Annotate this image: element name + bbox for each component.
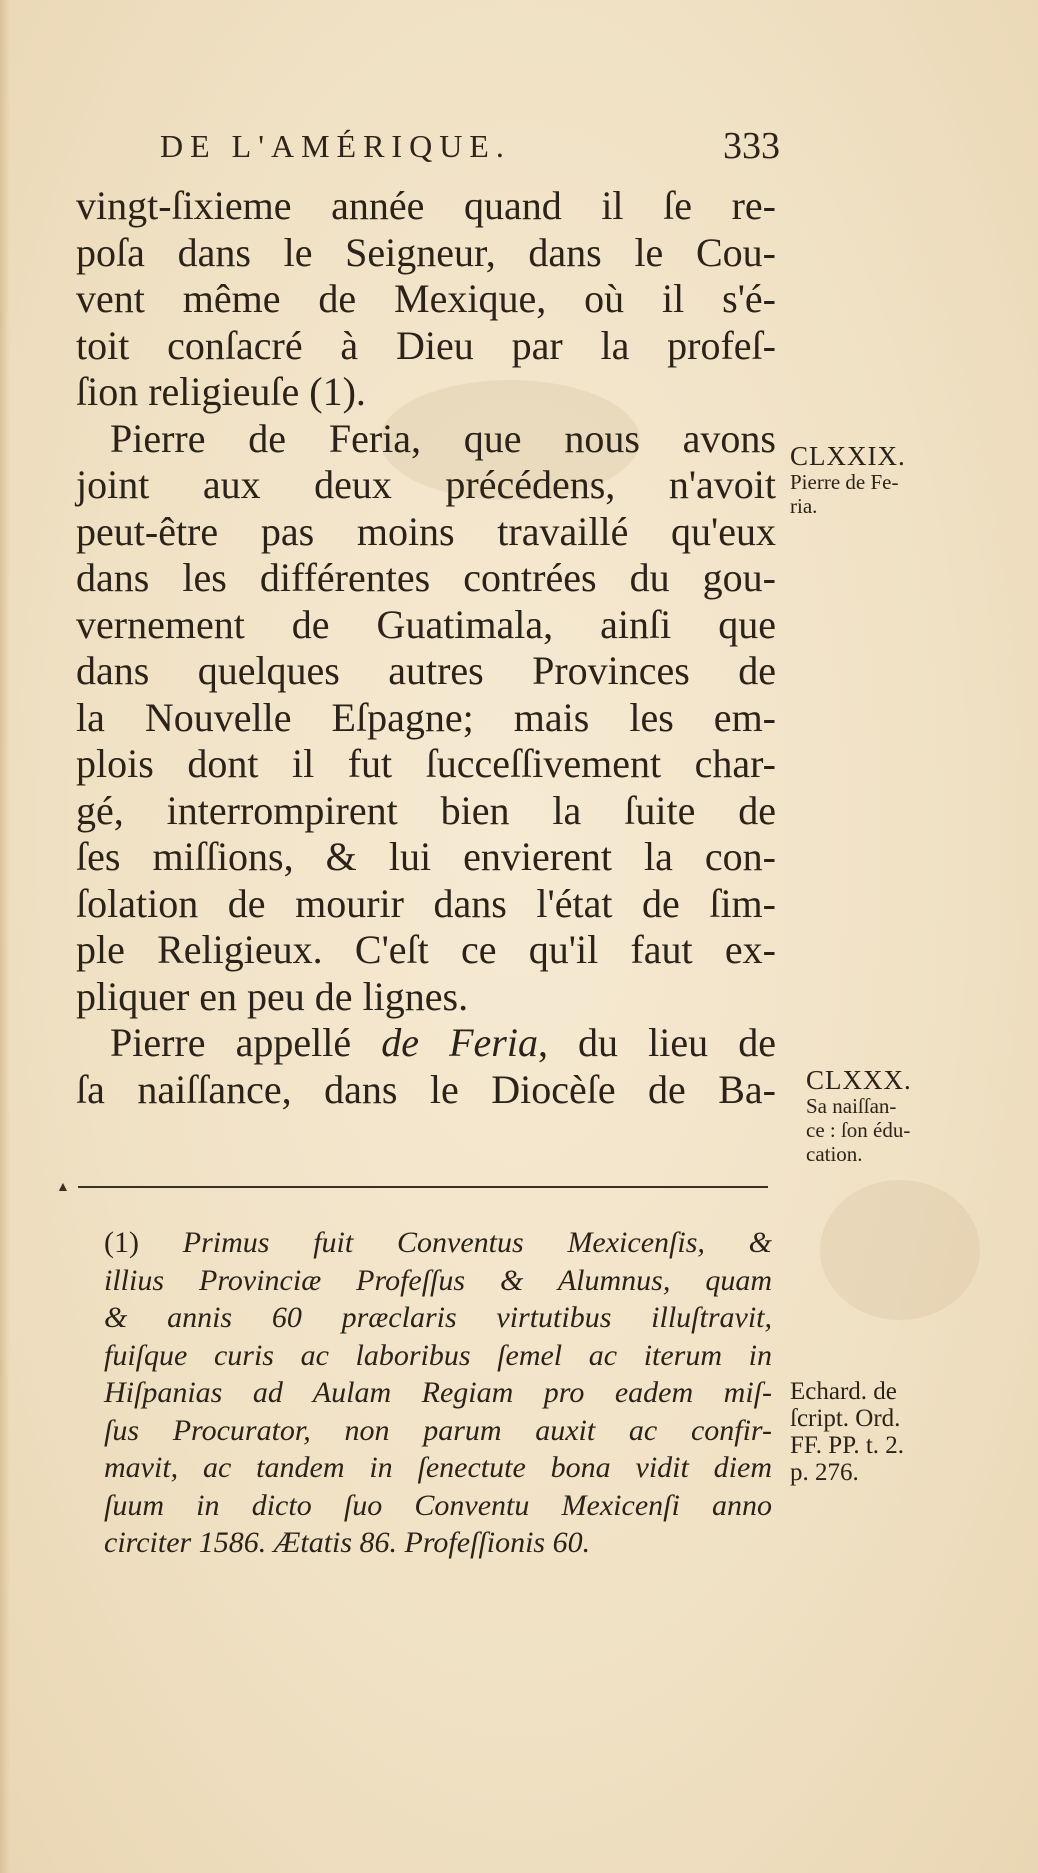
running-head <box>160 125 780 172</box>
footnote-line: ſuum in dicto ſuo Conventu Mexicenſi anno <box>104 1488 772 1522</box>
margin-note-line: Sa naiſſan- <box>806 1094 897 1118</box>
body-line: ſes miſſions, & lui envierent la con- <box>76 834 776 879</box>
body-text <box>76 183 776 1113</box>
margin-note-line: ce : ſon édu- <box>806 1118 911 1142</box>
footnote <box>104 1224 772 1562</box>
body-line: vingt-ſixieme année quand il ſe re- <box>76 183 776 228</box>
body-line: vent même de Mexique, où il s'é- <box>76 276 776 321</box>
footnote-line: Hiſpanias ad Aulam Regiam pro eadem miſ- <box>104 1376 772 1409</box>
rule-mark: ▲ <box>56 1180 70 1195</box>
footnote-line: ſus Procurator, non parum auxit ac confir- <box>104 1413 772 1447</box>
paper-stain <box>820 1180 980 1320</box>
footnote-line: mavit, ac tandem in ſenectute bona vidit diem <box>104 1451 772 1484</box>
footnote-line: fuiſque curis ac laboribus ſemel ac iterum in <box>104 1338 772 1372</box>
margin-note-clxxx <box>806 1066 912 1166</box>
body-line: la Nouvelle Eſpagne; mais les em- <box>76 694 776 740</box>
body-line: toit conſacré à Dieu par la profeſ- <box>76 322 776 368</box>
margin-note-clxxix <box>790 442 906 518</box>
reference-note <box>790 1378 904 1486</box>
footnote-rule <box>78 1186 768 1188</box>
footnote-line <box>104 1224 772 1262</box>
body-line-segment: , du lieu de <box>537 1020 777 1065</box>
page-edge <box>0 0 10 1873</box>
margin-note-heading: CLXXIX. <box>790 441 906 471</box>
body-line <box>76 1020 776 1067</box>
footnote-marker: (1) <box>104 1226 139 1259</box>
body-line: joint aux deux précédens, n'avoit <box>76 462 776 507</box>
body-line-segment: Pierre appellé <box>110 1020 382 1065</box>
body-line: vernement de Guatimala, ainſi que <box>76 601 776 647</box>
reference-line: p. 276. <box>790 1459 859 1486</box>
body-line: ſa naiſſance, dans le Diocèſe de Ba- <box>76 1066 776 1112</box>
italic-place-name: de Feria <box>381 1020 538 1065</box>
body-line: pliquer en peu de lignes. <box>76 973 469 1019</box>
margin-note-heading: CLXXX. <box>806 1065 912 1095</box>
margin-note-line: Pierre de Fe- <box>790 470 899 494</box>
reference-line: ſcript. Ord. <box>790 1405 901 1432</box>
reference-line: Echard. de <box>790 1378 897 1405</box>
body-line: dans les différentes contrées du gou- <box>76 555 776 600</box>
reference-line: FF. PP. t. 2. <box>790 1432 905 1459</box>
margin-note-line: cation. <box>806 1142 863 1166</box>
margin-note-line: ria. <box>790 494 818 518</box>
body-line: dans quelques autres Provinces de <box>76 648 776 693</box>
page-number: 333 <box>723 125 780 167</box>
body-line: ple Religieux. C'eſt ce qu'il faut ex- <box>76 927 776 972</box>
body-line: gé, interrompirent bien la ſuite de <box>76 787 776 833</box>
body-line: poſa dans le Seigneur, dans le Cou- <box>76 229 776 275</box>
body-line: peut-être pas moins travaillé qu'eux <box>76 508 776 554</box>
footnote-line: & annis 60 præclaris virtutibus illuſtravit, <box>104 1301 772 1334</box>
body-line: ſolation de mourir dans l'état de ſim- <box>76 880 776 926</box>
footnote-line-text: Primus fuit Conventus Mexicenſis, & <box>182 1226 772 1259</box>
running-title: DE L'AMÉRIQUE. <box>160 128 511 164</box>
footnote-line: circiter 1586. Ætatis 86. Profeſſionis 60. <box>104 1526 591 1559</box>
footnote-line: illius Provinciæ Profeſſus & Alumnus, quam <box>104 1263 772 1297</box>
body-line: plois dont il fut ſucceſſivement char- <box>76 741 776 786</box>
body-line: ſion religieuſe (1). <box>76 369 366 414</box>
body-line: Pierre de Feria, que nous avons <box>110 415 776 461</box>
